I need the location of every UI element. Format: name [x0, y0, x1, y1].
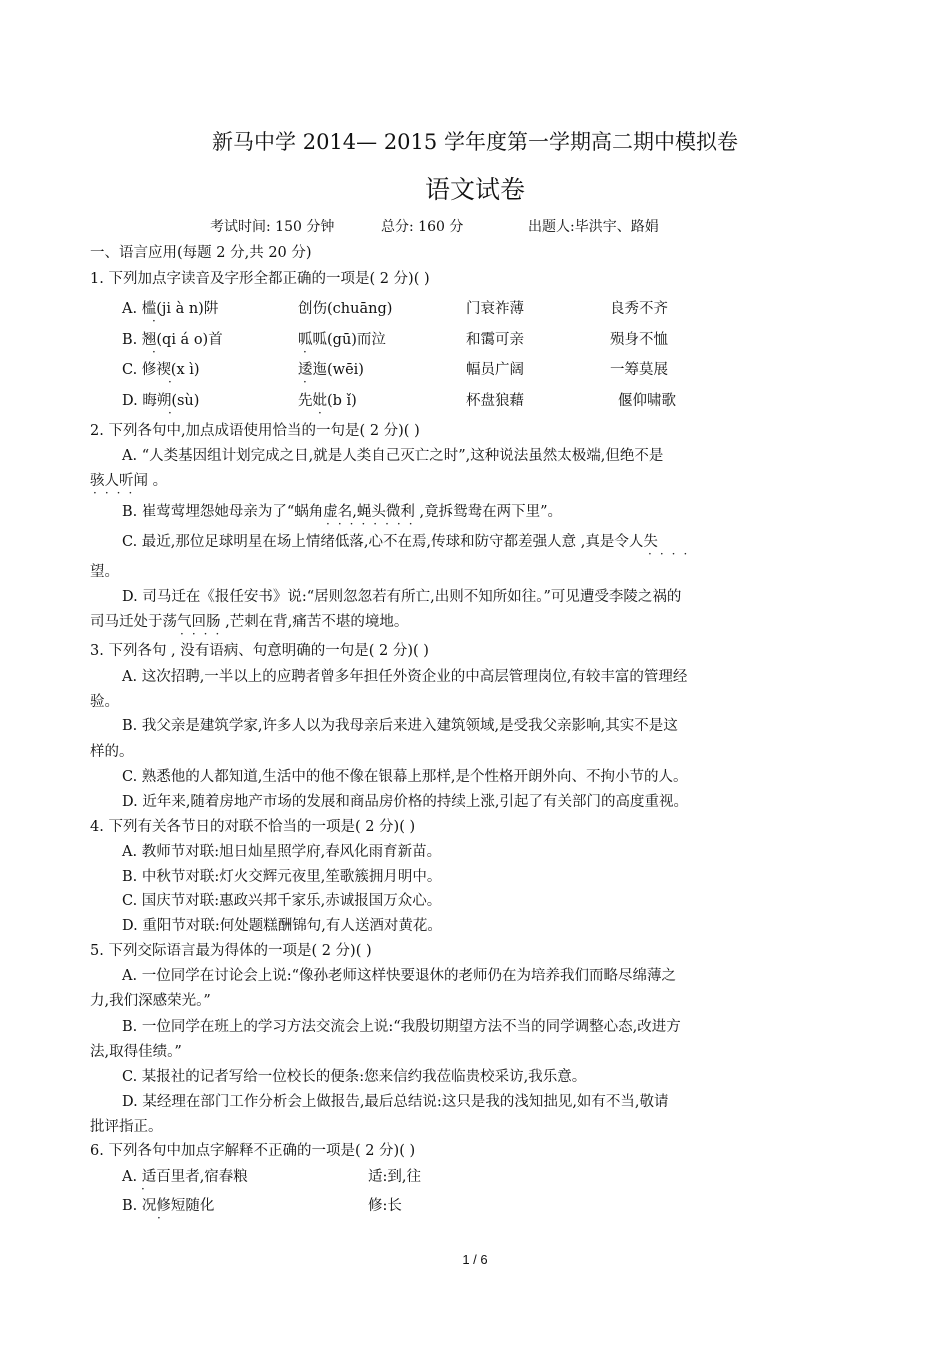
q2-option-a: A. “人类基因组计划完成之日,就是人类自己灭亡之时”,这种说法虽然太极端,但绝不是: [122, 448, 664, 464]
emphasis-dots: ·: [303, 345, 315, 359]
q2-option-b: B. 崔莺莺埋怨她母亲为了“蜗角虚名,蝇头微利 ,竟拆鸳鸯在两下里”。: [122, 504, 563, 520]
emphasis-dots: ·: [152, 314, 164, 328]
q4-option-c: C. 国庆节对联:惠政兴邦千家乐,赤诚报国万众心。: [122, 893, 442, 909]
emphasis-dots: ·: [152, 345, 164, 359]
emphasis-dots: ·: [303, 375, 315, 389]
q5-option-b: B. 一位同学在班上的学习方法交流会上说:“我殷切期望方法不当的同学调整心态,改进方: [122, 1019, 681, 1035]
q1-d-col2: 先妣(b ǐ): [298, 393, 357, 409]
q2-option-a-cont: 骇人听闻 。: [90, 473, 168, 489]
q1-a-col2: 创伤(chuāng): [298, 301, 393, 317]
q3-option-a-cont: 验。: [90, 694, 119, 710]
q3-option-c: C. 熟悉他的人都知道,生活中的他不像在银幕上那样,是个性格开朗外向、不拘小节的人。: [122, 769, 688, 785]
q1-d-col3: 杯盘狼藉: [466, 393, 524, 409]
q2-option-d: D. 司马迁在《报任安书》说:“居则忽忽若有所亡,出则不知所如往。”可见遭受李陵之祸的: [122, 589, 682, 605]
q1-a-col4: 良秀不齐: [610, 301, 668, 317]
emphasis-dots: ········: [326, 517, 421, 531]
exam-author: 出题人:毕洪宇、路娟: [528, 219, 659, 235]
q6-option-a: A. 适百里者,宿春粮: [122, 1169, 248, 1185]
question-4-stem: 4. 下列有关各节日的对联不恰当的一项是( 2 分)( ): [90, 819, 416, 835]
q1-b-col2: 呱呱(gū)而泣: [298, 332, 386, 348]
q1-c-col2: 逶迤(wēi): [298, 362, 364, 378]
q3-option-b-cont: 样的。: [90, 744, 134, 760]
emphasis-dots: ·: [141, 1182, 153, 1196]
question-3-stem: 3. 下列各句 , 没有语病、句意明确的一句是( 2 分)( ): [90, 643, 429, 659]
emphasis-dots: ·: [168, 375, 180, 389]
q6-option-a-gloss: 适:到,往: [368, 1169, 421, 1185]
q4-option-d: D. 重阳节对联:何处题糕酬锦句,有人送酒对黄花。: [122, 918, 442, 934]
q3-option-d: D. 近年来,随着房地产市场的发展和商品房价格的持续上涨,引起了有关部门的高度重视。: [122, 794, 689, 810]
emphasis-dots: ·: [168, 406, 180, 420]
q1-c-col1: C. 修禊(x ì): [122, 362, 200, 378]
total-score: 总分: 160 分: [381, 219, 464, 235]
emphasis-dots: ·: [318, 406, 330, 420]
q1-a-col1: A. 槛(ji à n)阱: [122, 301, 219, 317]
q1-c-col3: 幅员广阔: [466, 362, 524, 378]
q1-b-col4: 殒身不恤: [610, 332, 668, 348]
q1-b-col3: 和霭可亲: [466, 332, 524, 348]
q2-option-c: C. 最近,那位足球明星在场上情绪低落,心不在焉,传球和防守都差强人意 ,真是令人失: [122, 534, 658, 550]
q5-option-d: D. 某经理在部门工作分析会上做报告,最后总结说:这只是我的浅知拙见,如有不当,敬请: [122, 1094, 669, 1110]
q5-option-d-cont: 批评指正。: [90, 1119, 163, 1135]
exam-subtitle: 语文试卷: [424, 175, 525, 204]
emphasis-dots: ····: [93, 486, 141, 500]
section-heading: 一、语言应用(每题 2 分,共 20 分): [90, 245, 312, 261]
q4-option-a: A. 教师节对联:旭日灿星照学府,春风化雨育新苗。: [122, 844, 442, 860]
q1-a-col3: 门衰祚薄: [466, 301, 524, 317]
q1-c-col4: 一筹莫展: [610, 362, 668, 378]
emphasis-dots: ·: [157, 1211, 169, 1225]
q5-option-a-cont: 力,我们深感荣光。”: [90, 993, 211, 1009]
q3-option-b: B. 我父亲是建筑学家,许多人以为我母亲后来进入建筑领域,是受我父亲影响,其实不是这: [122, 718, 678, 734]
question-2-stem: 2. 下列各句中,加点成语使用恰当的一句是( 2 分)( ): [90, 423, 420, 439]
q1-d-col4: 偃仰啸歌: [618, 393, 676, 409]
page-number: 1 / 6: [462, 1252, 488, 1267]
q1-b-col1: B. 翘(qi á o)首: [122, 332, 223, 348]
q3-option-a: A. 这次招聘,一半以上的应聘者曾多年担任外资企业的中高层管理岗位,有较丰富的管理经: [122, 669, 688, 685]
question-5-stem: 5. 下列交际语言最为得体的一项是( 2 分)( ): [90, 943, 372, 959]
q4-option-b: B. 中秋节对联:灯火交辉元夜里,笙歌簇拥月明中。: [122, 869, 442, 885]
q1-d-col1: D. 晦朔(sù): [122, 393, 200, 409]
q5-option-b-cont: 法,取得佳绩。”: [90, 1044, 182, 1060]
question-6-stem: 6. 下列各句中加点字解释不正确的一项是( 2 分)( ): [90, 1143, 416, 1159]
q2-option-d-cont: 司马迁处于荡气回肠 ,芒刺在背,痛苦不堪的境地。: [90, 614, 409, 630]
q6-option-b-gloss: 修:长: [368, 1198, 402, 1214]
q5-option-a: A. 一位同学在讨论会上说:“像孙老师这样快要退休的老师仍在为培养我们而略尽绵薄之: [122, 968, 676, 984]
q6-option-b: B. 况修短随化: [122, 1198, 215, 1214]
emphasis-dots: ····: [648, 547, 696, 561]
q5-option-c: C. 某报社的记者写给一位校长的便条:您来信约我莅临贵校采访,我乐意。: [122, 1069, 587, 1085]
exam-title: 新马中学 2014— 2015 学年度第一学期高二期中模拟卷: [212, 130, 738, 154]
q2-option-c-cont: 望。: [90, 564, 119, 580]
emphasis-dots: ····: [180, 627, 228, 641]
question-1-stem: 1. 下列加点字读音及字形全都正确的一项是( 2 分)( ): [90, 271, 430, 287]
exam-time: 考试时间: 150 分钟: [210, 219, 335, 235]
